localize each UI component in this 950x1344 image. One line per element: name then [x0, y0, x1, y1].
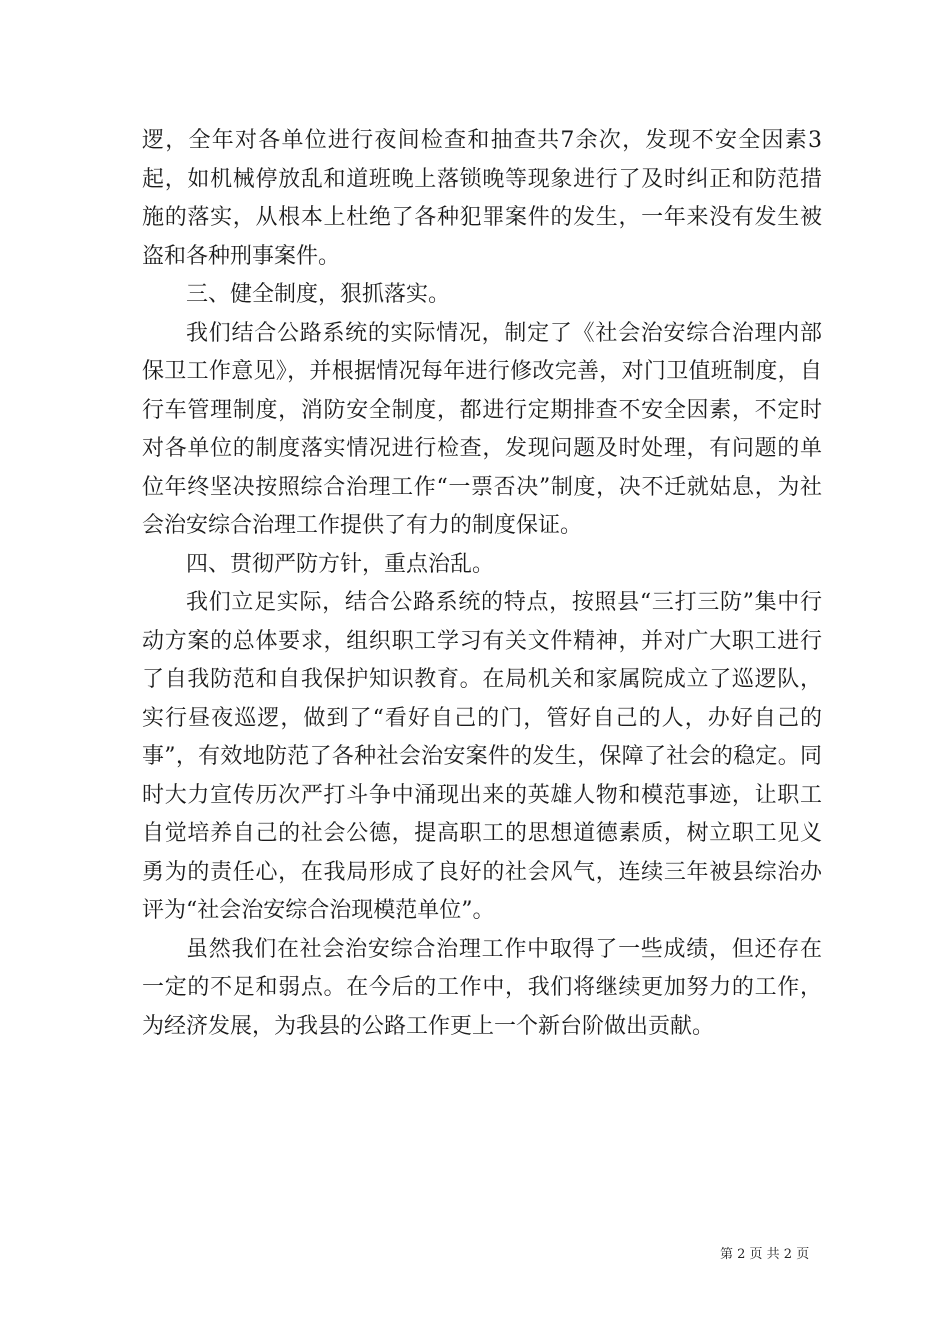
page-number-footer: 第 2 页 共 2 页: [720, 1247, 810, 1262]
section-heading-4: 四、贯彻严防方针，重点治乱。: [186, 551, 495, 577]
paragraph-conclusion: 虽然我们在社会治安综合治理工作中取得了一些成绩，但还存在一定的不足和弱点。在今后的工作中，我们将继续更加努力的工作，为经济发展，为我县的公路工作更上一个新台阶做出贡献。: [142, 936, 822, 1039]
document-body: [142, 122, 822, 1046]
paragraph-continuation: 逻，全年对各单位进行夜间检查和抽查共7余次，发现不安全因素3起，如机械停放乱和道班晚上落锁晚等现象进行了及时纠正和防范措施的落实，从根本上杜绝了各种犯罪案件的发生，一年来没有发生被盗和各种刑事案件。: [142, 128, 822, 269]
paragraph-prevention: 我们立足实际，结合公路系统的特点，按照县“三打三防”集中行动方案的总体要求，组织职工学习有关文件精神，并对广大职工进行了自我防范和自我保护知识教育。在局机关和家属院成立了巡逻队，实行昼夜巡逻，做到了“看好自己的门，管好自己的人，办好自己的事”，有效地防范了各种社会治安案件的发生，保障了社会的稳定。同时大力宣传历次严打斗争中涌现出来的英雄人物和模范事迹，让职工自觉培养自己的社会公德，提高职工的思想道德素质，树立职工见义勇为的责任心，在我局形成了良好的社会风气，连续三年被县综治办评为“社会治安综合治现模范单位”。: [142, 590, 822, 923]
paragraph-system: 我们结合公路系统的实际情况，制定了《社会治安综合治理内部保卫工作意见》，并根据情况每年进行修改完善，对门卫值班制度，自行车管理制度，消防安全制度，都进行定期排查不安全因素，不定时对各单位的制度落实情况进行检查，发现问题及时处理，有问题的单位年终坚决按照综合治理工作“一票否决”制度，决不迁就姑息，为社会治安综合治理工作提供了有力的制度保证。: [142, 320, 822, 538]
section-heading-3: 三、健全制度，狠抓落实。: [186, 282, 451, 307]
